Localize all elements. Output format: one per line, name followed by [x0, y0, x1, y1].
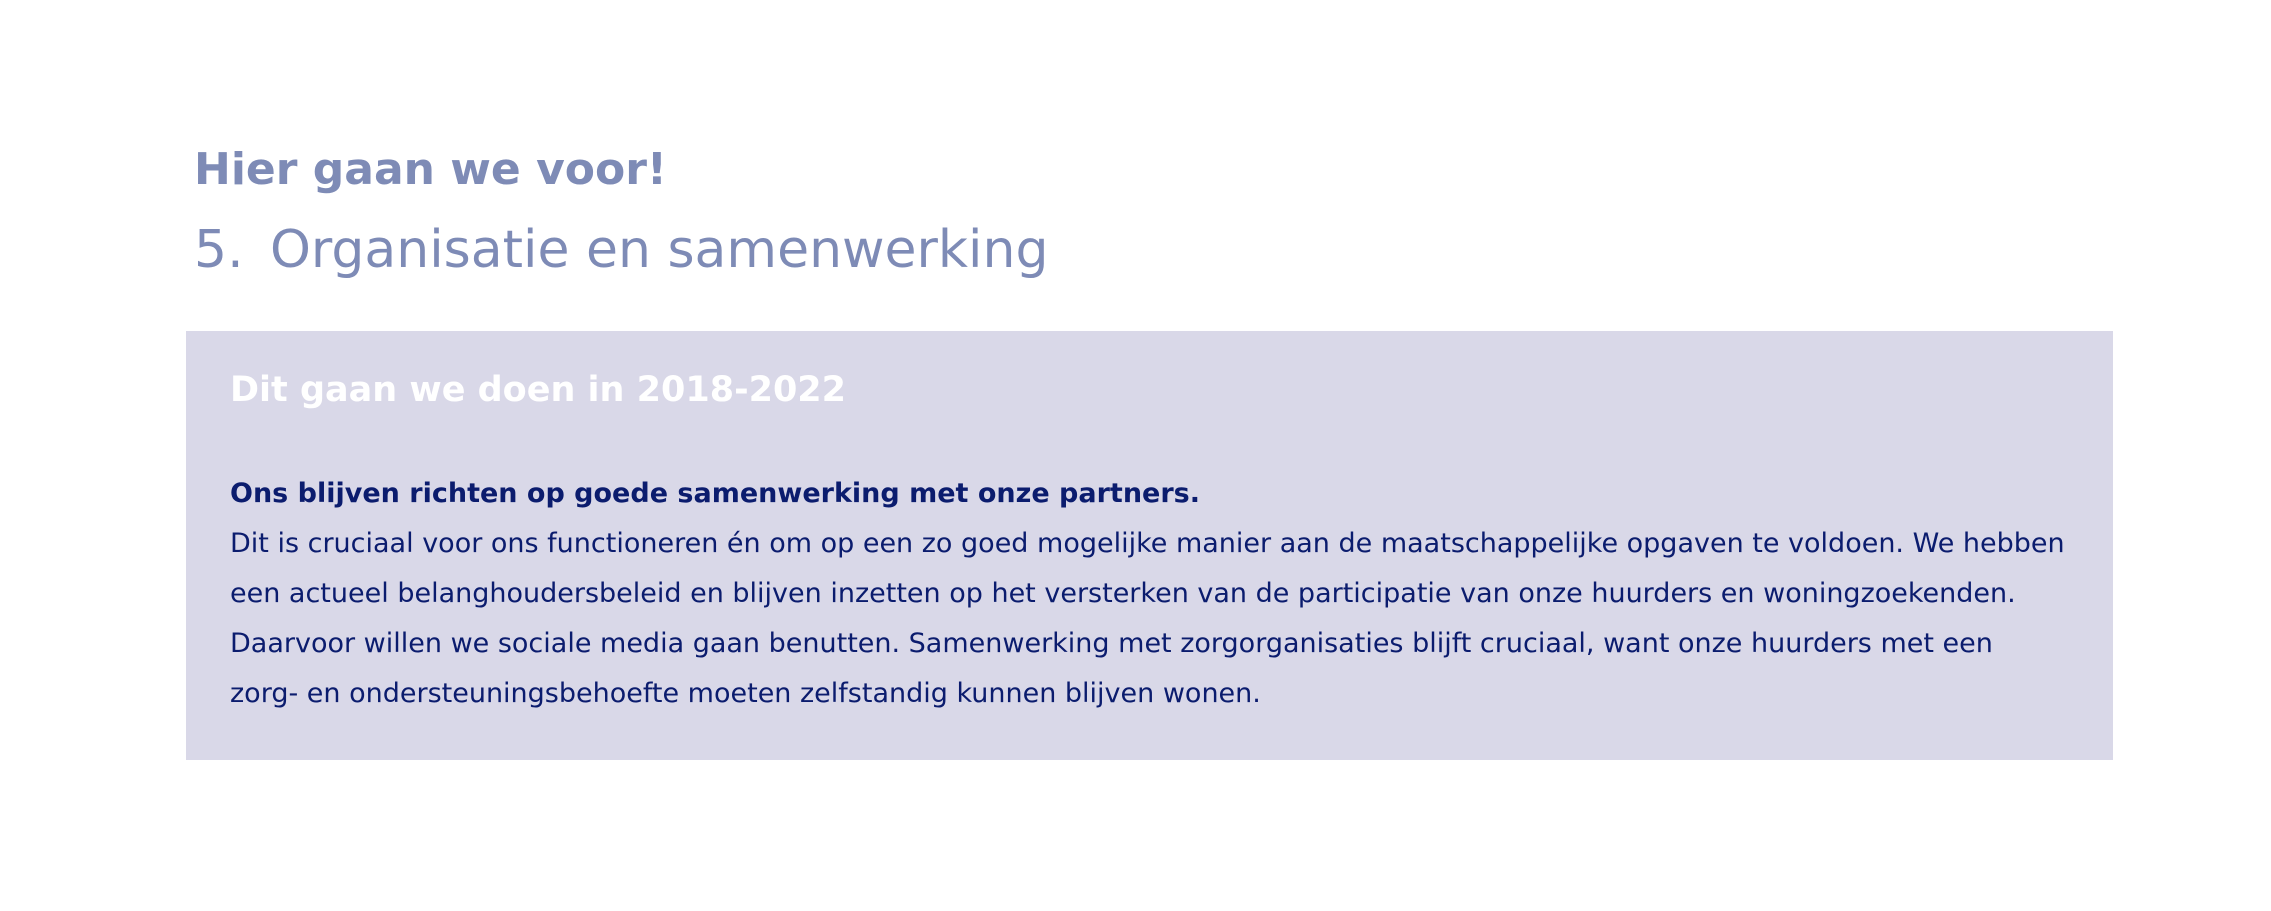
- page-kicker: Hier gaan we voor!: [194, 144, 667, 195]
- info-panel: [186, 331, 2113, 760]
- body-line-2: een actueel belanghoudersbeleid en blijven inzetten op het versterken van de participatie van onze huurders en woningzoekenden.: [230, 578, 2016, 609]
- section-heading: [194, 220, 1048, 280]
- section-title: Organisatie en samenwerking: [270, 220, 1049, 280]
- panel-lead: Ons blijven richten op goede samenwerking met onze partners.: [230, 478, 1200, 509]
- section-number: 5.: [194, 220, 244, 280]
- panel-body: [230, 519, 2065, 719]
- body-line-4: zorg- en ondersteuningsbehoefte moeten zelfstandig kunnen blijven wonen.: [230, 678, 1261, 709]
- panel-title: Dit gaan we doen in 2018-2022: [230, 370, 847, 410]
- body-line-3: Daarvoor willen we sociale media gaan benutten. Samenwerking met zorgorganisaties blijft cruciaal, want onze huurders met een: [230, 628, 1993, 659]
- body-line-1: Dit is cruciaal voor ons functioneren én om op een zo goed mogelijke manier aan de maatschappelijke opgaven te voldoen. We hebben: [230, 528, 2065, 559]
